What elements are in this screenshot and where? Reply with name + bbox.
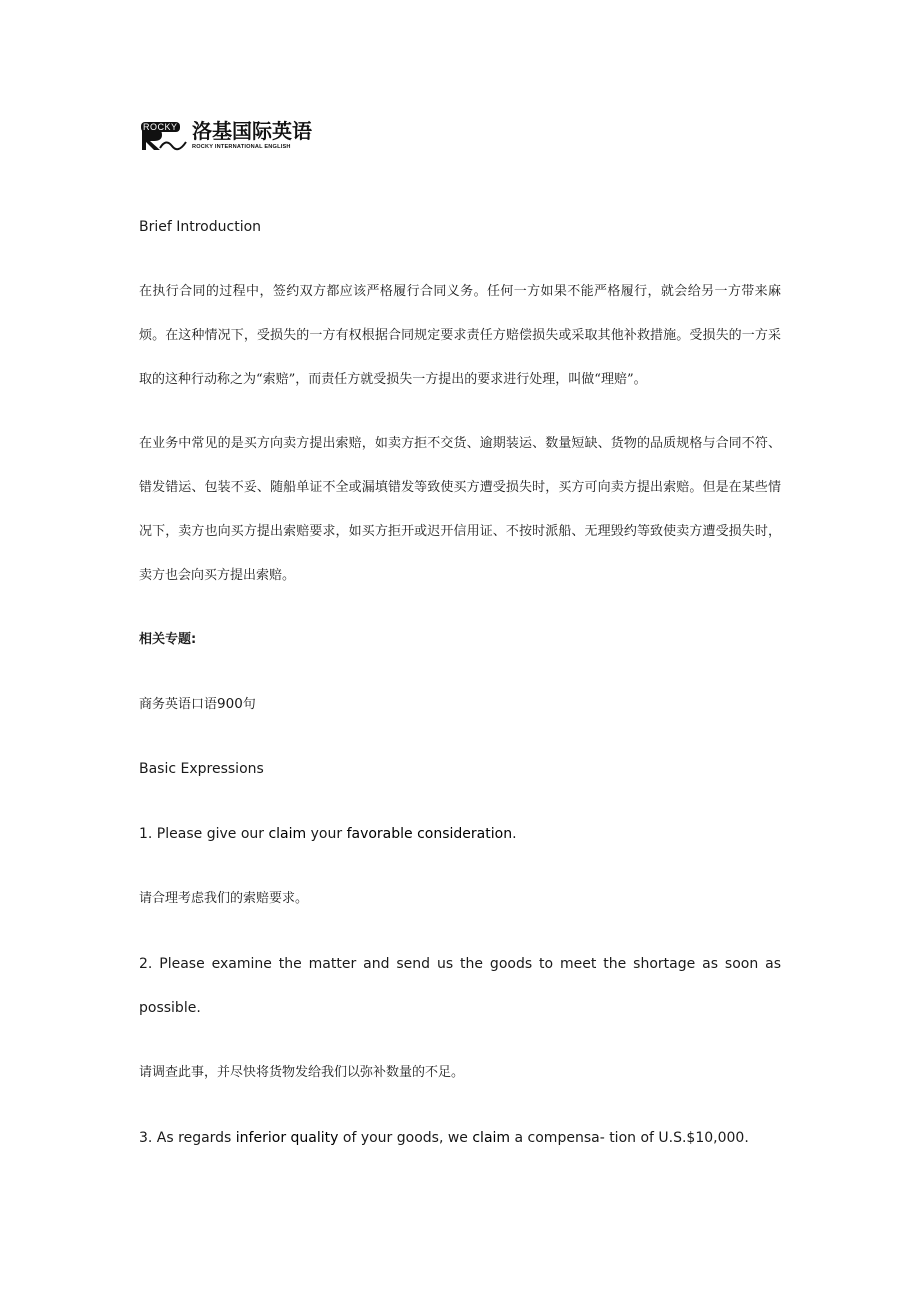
keyword-favorable-consideration: favorable consideration [346,826,513,842]
related-topic-prefix: 商务英语口语 [139,697,218,712]
logo-badge: ROCKY [143,122,178,132]
rocky-logo [140,120,312,154]
expression-1-part-c: . [512,826,517,842]
expression-3-part-c: a compensa- tion of U.S.$10,000. [510,1130,749,1146]
intro-paragraph-1: 在执行合同的过程中，签约双方都应该严格履行合同义务。任何一方如果不能严格履行，就会给另一方带来麻烦。在这种情况下，受损失的一方有权根据合同规定要求责任方赔偿损失或采取其他补救措施。受损失的一方采取的这种行动称之为“索赔”，而责任方就受损失一方提出的要求进行处理，叫做“理赔”。 [139,284,781,387]
logo-english-name: ROCKY INTERNATIONAL ENGLISH [192,144,291,150]
keyword-claim: claim [472,1130,511,1146]
expression-2: 2. Please examine the matter and send us the goods to meet the shortage as soon as possible. [139,956,781,1016]
expression-3-part-b: of your goods, we [338,1130,473,1146]
expression-3-part-a: 3. As regards [139,1130,236,1146]
keyword-claim: claim [268,826,307,842]
related-topic-suffix: 句 [242,697,256,712]
related-topic-link[interactable] [139,694,256,715]
related-topics-label: 相关专题: [139,632,197,647]
expression-1-part-b: your [306,826,347,842]
expression-2-translation: 请调查此事，并尽快将货物发给我们以弥补数量的不足。 [139,1065,465,1080]
intro-paragraph-2: 在业务中常见的是买方向卖方提出索赔，如卖方拒不交货、逾期装运、数量短缺、货物的品质规格与合同不符、错发错运、包装不妥、随船单证不全或漏填错发等致使买方遭受损失时，买方可向卖方提出索赔。但是在某些情况下，卖方也向买方提出索赔要求，如买方拒开或迟开信用证、不按时派船、无理毁约等致使卖方遭受损失时，卖方也会向买方提出索赔。 [139,436,781,583]
expression-1-translation: 请合理考虑我们的索赔要求。 [139,891,309,906]
keyword-inferior-quality: inferior quality [235,1130,339,1146]
expression-1 [139,824,517,844]
brief-introduction-heading: Brief Introduction [139,219,262,235]
expression-1-part-a: 1. Please give our [139,826,269,842]
logo-chinese-name: 洛基国际英语 [192,119,312,143]
expression-3 [139,1128,749,1148]
basic-expressions-heading: Basic Expressions [139,761,264,777]
related-topic-number: 900 [217,696,243,712]
